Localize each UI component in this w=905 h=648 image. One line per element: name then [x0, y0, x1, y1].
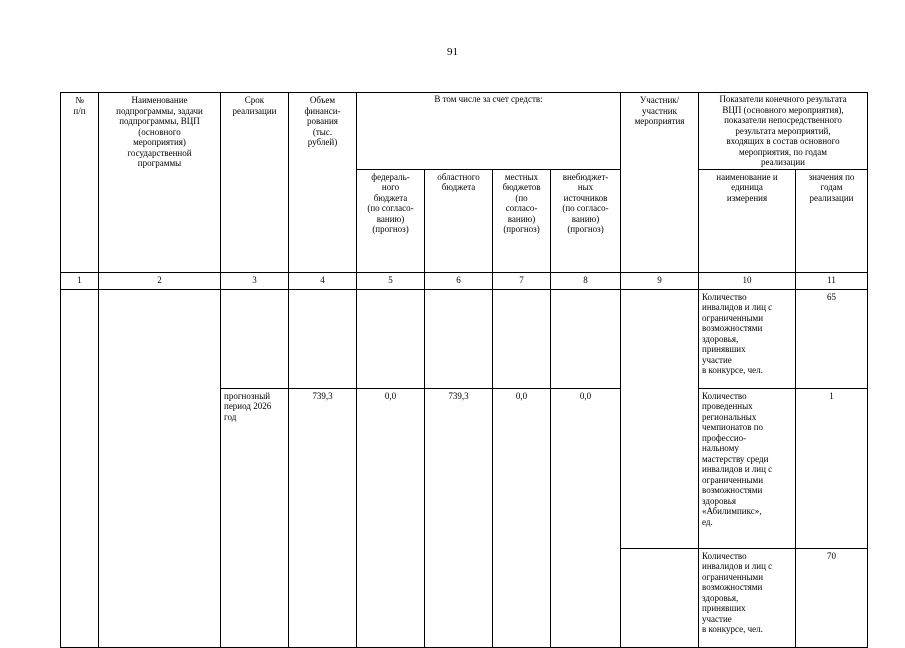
- cell-regional: 739,3: [425, 388, 493, 647]
- header-indicators-group: Показатели конечного результата ВЦП (основного мероприятия), показатели непосредственного результата мероприятий, входящих в состав основного мероприятия, по годам реализации: [699, 93, 868, 170]
- column-number: 11: [796, 272, 868, 289]
- header-participant: Участник/ участник мероприятия: [621, 93, 699, 273]
- header-period: Срок реализации: [221, 93, 289, 273]
- cell-regional: [425, 289, 493, 388]
- cell-local: [493, 289, 551, 388]
- column-number: 6: [425, 272, 493, 289]
- cell-period: [221, 289, 289, 388]
- header-number: № п/п: [61, 93, 99, 273]
- column-number: 10: [699, 272, 796, 289]
- cell-participant: [621, 548, 699, 647]
- column-number: 1: [61, 272, 99, 289]
- header-federal: федераль- ного бюджета (по согласо- ванию) (прогноз): [357, 169, 425, 272]
- cell-period: прогнозный период 2026 год: [221, 388, 289, 647]
- column-number: 9: [621, 272, 699, 289]
- header-indicator-value: значения по годам реализации: [796, 169, 868, 272]
- header-row-1: [61, 93, 868, 170]
- column-number: 8: [551, 272, 621, 289]
- cell-number: [61, 289, 99, 647]
- column-number-row: [61, 272, 868, 289]
- cell-value: 70: [796, 548, 868, 647]
- cell-total: 739,3: [289, 388, 357, 647]
- column-number: 2: [99, 272, 221, 289]
- header-indicator-name: наименование и единица измерения: [699, 169, 796, 272]
- cell-extra: 0,0: [551, 388, 621, 647]
- cell-indicator: Количество инвалидов и лиц с ограниченными возможностями здоровья, принявших участие в конкурсе, чел.: [699, 548, 796, 647]
- page-number: 91: [447, 46, 458, 58]
- column-number: 4: [289, 272, 357, 289]
- cell-local: 0,0: [493, 388, 551, 647]
- header-regional: областного бюджета: [425, 169, 493, 272]
- table-row: [61, 289, 868, 388]
- cell-indicator: Количество проведенных региональных чемпионатов по профессио- нальному мастерству среди инвалидов и лиц с ограниченными возможностями здоровья «Абилимпикс», ед.: [699, 388, 796, 548]
- column-number: 7: [493, 272, 551, 289]
- cell-value: 1: [796, 388, 868, 548]
- header-extrabudget: внебюджет- ных источников (по согласо- ванию) (прогноз): [551, 169, 621, 272]
- cell-extra: [551, 289, 621, 388]
- cell-value: 65: [796, 289, 868, 388]
- header-sources-group: В том числе за счет средств:: [357, 93, 621, 170]
- cell-federal: 0,0: [357, 388, 425, 647]
- column-number: 5: [357, 272, 425, 289]
- header-local: местных бюджетов (по согласо- ванию) (прогноз): [493, 169, 551, 272]
- cell-name: [99, 289, 221, 647]
- program-table: [60, 92, 868, 648]
- header-name: Наименование подпрограммы, задачи подпрограммы, ВЦП (основного мероприятия) государственной программы: [99, 93, 221, 273]
- cell-total: [289, 289, 357, 388]
- cell-federal: [357, 289, 425, 388]
- header-total: Объем финанси- рования (тыс. рублей): [289, 93, 357, 273]
- cell-indicator: Количество инвалидов и лиц с ограниченными возможностями здоровья, принявших участие в конкурсе, чел.: [699, 289, 796, 388]
- column-number: 3: [221, 272, 289, 289]
- cell-participant: [621, 289, 699, 548]
